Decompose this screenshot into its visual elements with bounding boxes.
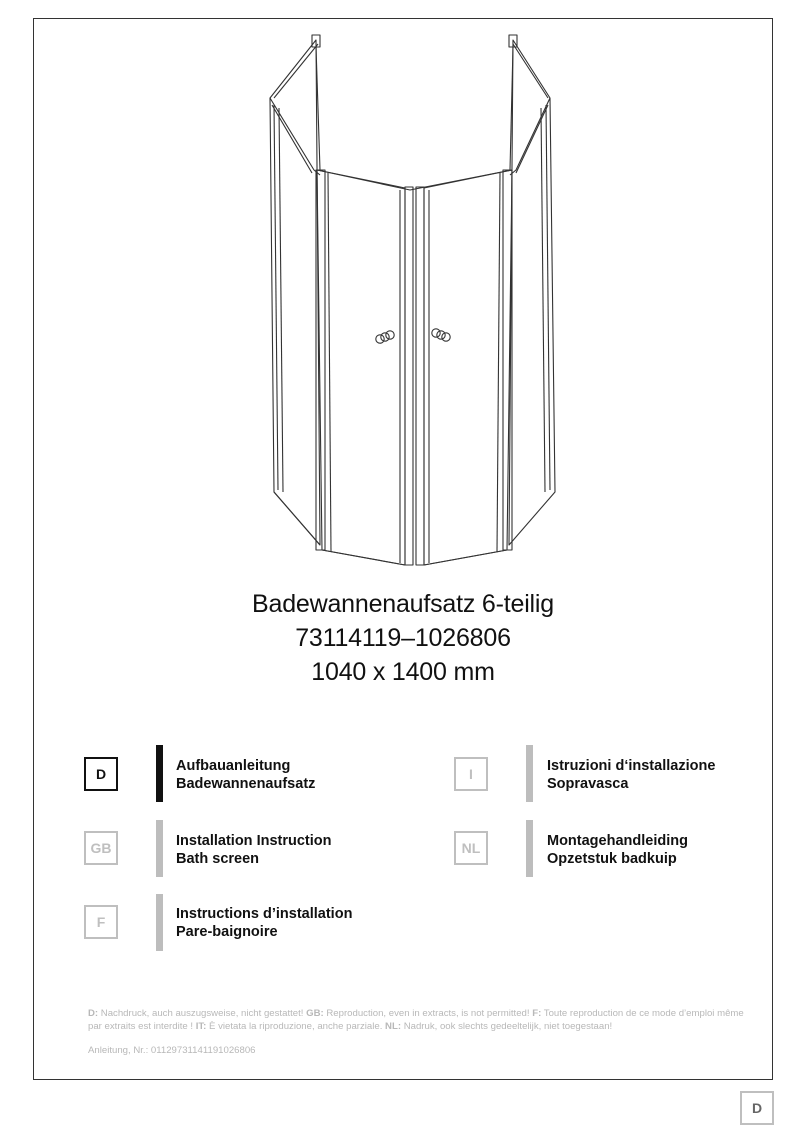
lang-text-gb	[176, 832, 331, 868]
product-number: 73114119–1026806	[295, 624, 511, 652]
lang-bar-i	[526, 745, 533, 802]
lang-text-f	[176, 905, 352, 941]
legal-it-text: È vietata la riproduzione, anche parziale.	[206, 1020, 386, 1032]
legal-nl-text: Nadruk, ook slechts gedeeltelijk, niet toegestaan!	[401, 1020, 613, 1032]
lang-text-i	[547, 757, 715, 793]
legal-d-label: D:	[88, 1008, 99, 1019]
lang-i-line1: Istruzioni d‘installazione	[547, 758, 716, 774]
lang-d-line2: Badewannenaufsatz	[176, 776, 316, 792]
lang-code-gb[interactable]: GB	[84, 831, 118, 865]
lang-nl-line2: Opzetstuk badkuip	[547, 851, 677, 867]
lang-gb-line2: Bath screen	[176, 851, 260, 867]
lang-text-d	[176, 757, 315, 793]
lang-i-line2: Sopravasca	[547, 776, 629, 792]
legal-it-label: IT:	[195, 1020, 207, 1032]
copyright-notice	[88, 1008, 748, 1033]
lang-f-line2: Pare-baignoire	[176, 924, 278, 940]
lang-gb-line1: Installation Instruction	[176, 833, 332, 849]
legal-gb-label: GB:	[306, 1008, 324, 1019]
lang-text-nl	[547, 832, 688, 868]
lang-bar-f	[156, 894, 163, 951]
legal-f-label: F:	[532, 1008, 542, 1019]
product-dimensions: 1040 x 1400 mm	[311, 658, 495, 686]
lang-bar-nl	[526, 820, 533, 877]
lang-code-d[interactable]: D	[84, 757, 118, 791]
legal-gb-text: Reproduction, even in extracts, is not permitted!	[323, 1008, 533, 1019]
lang-code-f[interactable]: F	[84, 905, 118, 939]
lang-code-nl[interactable]: NL	[454, 831, 488, 865]
lang-nl-line1: Montagehandleiding	[547, 833, 688, 849]
product-title: Badewannenaufsatz 6-teilig	[252, 590, 554, 618]
lang-bar-gb	[156, 820, 163, 877]
manual-number: Anleitung, Nr.: 01129731141191026806	[88, 1045, 256, 1056]
lang-d-line1: Aufbauanleitung	[176, 758, 291, 774]
page-language-badge: D	[740, 1091, 774, 1125]
legal-d-text: Nachdruck, auch auszugsweise, nicht gestattet!	[98, 1008, 307, 1019]
legal-nl-label: NL:	[385, 1020, 402, 1032]
lang-bar-d	[156, 745, 163, 802]
legal-f-text: Toute reproduction de ce mode d’emploi même par extraits est interdite !	[88, 1008, 744, 1032]
bath-screen-illustration	[250, 30, 570, 575]
lang-code-i[interactable]: I	[454, 757, 488, 791]
lang-f-line1: Instructions d’installation	[176, 906, 353, 922]
